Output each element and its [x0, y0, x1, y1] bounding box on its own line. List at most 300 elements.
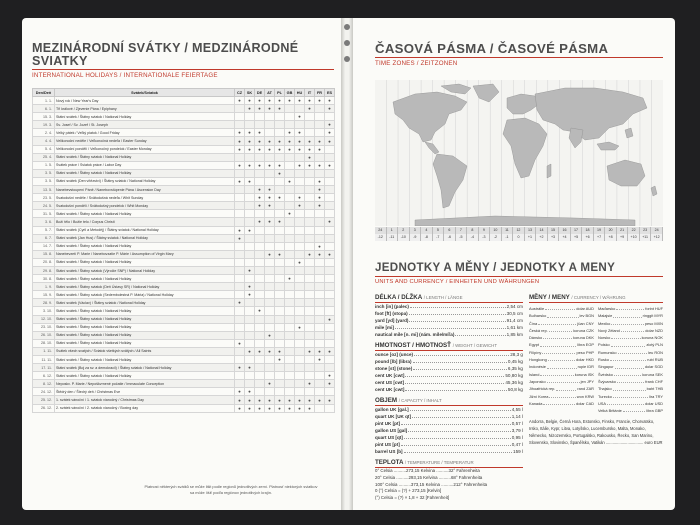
country-mark-es: ● [325, 137, 335, 145]
holiday-date: 1. 5. [33, 161, 55, 169]
temperature-block [375, 459, 523, 502]
tz-hour: 8 [467, 227, 478, 234]
country-mark-gb [285, 121, 295, 129]
tz-offset: +10 [628, 234, 639, 241]
country-mark-at: ● [265, 194, 275, 202]
euro-countries: Andorra, Belgie, Černá Hora, Estonsko, Finsko, Francie, Chorvatsko, Irsko, Itálie, Kypr, Litva, Lotyšsko, Lucembursko, Malta, Monako, Německo, Nizozemsko, Portugalsko, Rakousko, Řecko, San Marino, Slovensko, Slovinsko, Španělsko, Vatikán ................................. euro EUR [529, 419, 663, 445]
country-mark-es [325, 113, 335, 121]
leader-dots [611, 341, 646, 346]
leader-dots [409, 317, 505, 322]
country-mark-gb [285, 291, 295, 299]
country-mark-sk [245, 218, 255, 226]
country-mark-pl [275, 266, 285, 274]
table-row [33, 404, 335, 412]
unit-value: 0,45 kg [507, 359, 523, 364]
country-mark-fr [315, 307, 325, 315]
tz-cell [375, 227, 387, 241]
country-mark-hu: ● [295, 97, 305, 105]
holiday-name: Státní svátek (Jan Hus) / Štátny sviatok / National Holiday [55, 234, 235, 242]
country-mark-pl: ● [275, 161, 285, 169]
country-name: Turecko [598, 393, 612, 399]
holiday-date: 24. 5. [33, 202, 55, 210]
country-mark-hu [295, 364, 305, 372]
holidays-table-header [33, 89, 335, 97]
currency-row [529, 341, 594, 348]
country-mark-de: ● [255, 202, 265, 210]
holiday-name: Státní svátek / Štátny sviatok (Deň Ústavy SR) / National Holiday [55, 283, 235, 291]
table-row [33, 234, 335, 242]
country-mark-pl: ● [275, 169, 285, 177]
country-mark-it: ● [305, 347, 315, 355]
table-row [33, 323, 335, 331]
country-mark-gb [285, 234, 295, 242]
leader-dots [408, 427, 511, 432]
country-mark-sk [245, 121, 255, 129]
country-mark-fr: ● [315, 177, 325, 185]
country-mark-es [325, 331, 335, 339]
country-mark-es [325, 356, 335, 364]
table-row [33, 299, 335, 307]
country-name: Japonsko [529, 378, 546, 384]
country-mark-it [305, 234, 315, 242]
country-mark-fr [315, 105, 325, 113]
country-mark-de: ● [255, 97, 265, 105]
country-mark-sk [245, 169, 255, 177]
currency-name: peso MXN [644, 320, 663, 326]
country-mark-de: ● [255, 145, 265, 153]
country-mark-it [305, 218, 315, 226]
leader-dots [617, 378, 644, 383]
currency-row [529, 327, 594, 334]
country-mark-sk: ● [245, 266, 255, 274]
holiday-date: 3. 5. [33, 169, 55, 177]
tz-offset: +4 [559, 234, 570, 241]
currency-name: koruna SEK [642, 371, 663, 377]
leader-dots [548, 356, 575, 361]
country-mark-de [255, 283, 265, 291]
country-mark-es [325, 153, 335, 161]
tz-offset: -7 [433, 234, 444, 241]
country-mark-cz [235, 250, 245, 258]
holiday-date: 15. 3. [33, 113, 55, 121]
country-mark-de [255, 177, 265, 185]
table-row [33, 186, 335, 194]
leader-dots [543, 334, 572, 339]
country-mark-hu [295, 153, 305, 161]
country-mark-fr [315, 299, 325, 307]
country-mark-es [325, 177, 335, 185]
country-mark-fr [315, 218, 325, 226]
country-name: Thajsko [598, 386, 612, 392]
country-mark-es [325, 169, 335, 177]
country-mark-cz: ● [235, 129, 245, 137]
country-mark-pl [275, 307, 285, 315]
tz-hour: 20 [605, 227, 616, 234]
holiday-name: Státní svátek / Štátny sviatok / National Holiday [55, 258, 235, 266]
country-mark-pl: ● [275, 105, 285, 113]
currency-name: rand ZAR [577, 386, 594, 392]
tz-offset: +7 [594, 234, 605, 241]
country-mark-es: ● [325, 161, 335, 169]
country-mark-sk [245, 153, 255, 161]
leader-dots [616, 305, 644, 310]
holiday-name: Státní svátek / Štátny sviatok / National Holiday [55, 275, 235, 283]
holiday-date: 15. 8. [33, 250, 55, 258]
table-row [33, 218, 335, 226]
tz-offset: -8 [421, 234, 432, 241]
country-mark-pl [275, 210, 285, 218]
country-name: Bulharsko [529, 313, 547, 319]
country-mark-sk: ● [245, 283, 255, 291]
currency-name: jüan CNY [577, 320, 594, 326]
country-name: Norsko [598, 335, 611, 341]
country-mark-gb [285, 331, 295, 339]
country-name: Austrálie [529, 306, 545, 311]
unit-name: cent US [cwt] [375, 380, 405, 385]
country-mark-fr: ● [315, 202, 325, 210]
country-mark-cz: ● [235, 177, 245, 185]
country-mark-pl [275, 129, 285, 137]
leader-dots [404, 448, 512, 453]
country-mark-es: ● [325, 105, 335, 113]
tz-offset: -9 [410, 234, 421, 241]
country-mark-fr [315, 258, 325, 266]
weight-row [375, 365, 523, 372]
holidays-footnote: Platnost některých svátků se může lišit podle regionů jednotlivých zemí. Platnosť niektorých sviatkov sa môže líšiť podľa regiónov jednotlivých krajín. [144, 484, 318, 495]
country-mark-pl [275, 226, 285, 234]
currency-row [529, 320, 594, 327]
country-mark-hu: ● [295, 396, 305, 404]
country-mark-hu: ● [295, 202, 305, 210]
holiday-name: Svátek všech svatých / Sviatok všetkých svätých / All Saints [55, 347, 235, 355]
country-mark-gb [285, 323, 295, 331]
weight-row [375, 351, 523, 358]
holiday-date: 23. 10. [33, 323, 55, 331]
country-mark-at: ● [265, 331, 275, 339]
country-mark-it [305, 177, 315, 185]
country-mark-es: ● [325, 347, 335, 355]
unit-value: 30,5 cm [506, 311, 523, 316]
holidays-header [32, 42, 334, 79]
holiday-date: 25. 4. [33, 153, 55, 161]
unit-name: quart US [qt] [375, 435, 403, 440]
country-mark-sk [245, 380, 255, 388]
holidays-title-rule [32, 69, 334, 70]
country-mark-hu: ● [295, 323, 305, 331]
currency-name: dolar USD [645, 400, 663, 406]
country-mark-fr: ● [315, 356, 325, 364]
unit-value: 3,79 l [511, 428, 523, 433]
country-mark-hu [295, 169, 305, 177]
table-row [33, 356, 335, 364]
country-mark-fr: ● [315, 347, 325, 355]
holidays-table [32, 88, 335, 413]
country-mark-gb: ● [285, 145, 295, 153]
country-mark-it [305, 356, 315, 364]
tz-cell [594, 227, 606, 241]
holiday-name: Svatodušní neděle / Svätodušná nedeľa / Whit Sunday [55, 194, 235, 202]
holiday-date: 13. 5. [33, 186, 55, 194]
country-mark-gb [285, 299, 295, 307]
unit-name: cent UK [cwt] [375, 373, 405, 378]
country-mark-gb [285, 339, 295, 347]
leader-dots [621, 327, 644, 332]
leader-dots [547, 378, 580, 383]
unit-name: mile [mi] [375, 325, 394, 330]
country-mark-es: ● [325, 97, 335, 105]
country-mark-it: ● [305, 404, 315, 412]
currency-name: dolar SGD [644, 364, 663, 370]
country-mark-it [305, 331, 315, 339]
currency-column [529, 294, 663, 447]
holiday-name: Nanebevzetí P. Marie / Nanebovzatie P. Márie / Assumption of Virgin Mary [55, 250, 235, 258]
leader-dots [615, 363, 644, 368]
table-row [33, 275, 335, 283]
temperature-row: 0 (°) Celsia = (?) + 273,15 [Kelvin] [375, 488, 442, 494]
country-mark-it [305, 121, 315, 129]
holiday-name: 1. svátek vánoční / 1. sviatok vianočný / Christmas Day [55, 396, 235, 404]
unit-value: 6,35 kg [507, 366, 523, 371]
country-mark-it [305, 339, 315, 347]
holiday-date: 2. 4. [33, 129, 55, 137]
units-header [375, 262, 663, 285]
country-mark-it [305, 258, 315, 266]
country-mark-cz [235, 121, 245, 129]
country-mark-fr [315, 331, 325, 339]
country-mark-de [255, 275, 265, 283]
leader-dots [614, 371, 641, 376]
country-mark-es: ● [325, 372, 335, 380]
currency-name: lev BGN [579, 313, 594, 319]
country-mark-it: ● [305, 380, 315, 388]
country-mark-hu: ● [295, 161, 305, 169]
leader-dots [611, 334, 640, 339]
currency-row [598, 356, 663, 363]
country-mark-gb: ● [285, 275, 295, 283]
country-mark-sk [245, 356, 255, 364]
holiday-date: 11. 11. [33, 356, 55, 364]
tz-cell [582, 227, 594, 241]
currency-name: koruna NOK [641, 335, 663, 341]
country-mark-es [325, 283, 335, 291]
country-mark-it: ● [305, 97, 315, 105]
country-mark-de [255, 372, 265, 380]
holiday-name: Státní svátek / Štátny sviatok / National Holiday [55, 113, 235, 121]
country-mark-pl: ● [275, 97, 285, 105]
tz-hour: 22 [628, 227, 639, 234]
country-mark-gb [285, 258, 295, 266]
unit-name: barrel US [b] [375, 449, 403, 454]
holiday-name: Státní svátek / Štátny sviatok / National Holiday [55, 339, 235, 347]
country-mark-hu [295, 315, 305, 323]
currency-row [598, 320, 663, 327]
unit-value: 0,95 l [511, 435, 523, 440]
table-row [33, 258, 335, 266]
currency-row [529, 356, 594, 363]
currency-row [598, 327, 663, 334]
country-mark-hu [295, 339, 305, 347]
country-mark-hu: ● [295, 145, 305, 153]
country-mark-cz: ● [235, 396, 245, 404]
country-mark-es [325, 275, 335, 283]
country-mark-pl [275, 315, 285, 323]
tz-cell [513, 227, 525, 241]
table-row [33, 283, 335, 291]
currency-name: leu RON [648, 349, 663, 355]
tz-offset: -5 [456, 234, 467, 241]
country-name: Island [529, 371, 540, 377]
leader-dots [414, 351, 509, 356]
tz-hour: 2 [398, 227, 409, 234]
leader-dots [405, 386, 507, 391]
country-mark-es [325, 364, 335, 372]
currency-name: won KRW [576, 393, 594, 399]
tz-hour: 19 [594, 227, 605, 234]
country-mark-cz: ● [235, 404, 245, 412]
unit-value: 28,3 g [510, 352, 523, 357]
column-header-date: Den/Deň [33, 89, 55, 97]
length-row [375, 310, 523, 317]
country-mark-de [255, 153, 265, 161]
unit-value: 0,57 l [511, 421, 523, 426]
country-mark-sk [245, 202, 255, 210]
country-mark-cz [235, 113, 245, 121]
volume-title-text: OBJEM [375, 397, 399, 404]
currency-title-text: MĚNY / MENY [529, 294, 570, 301]
country-name: Rumunsko [598, 349, 617, 355]
temperature-row: 20° Celsia ..........293,15 Kelvina ..........68° Fahrenheita [375, 474, 483, 480]
currency-row [529, 363, 594, 370]
holiday-date: 1. 11. [33, 347, 55, 355]
country-mark-fr [315, 283, 325, 291]
country-mark-de [255, 323, 265, 331]
country-mark-fr: ● [315, 242, 325, 250]
country-mark-sk [245, 307, 255, 315]
country-mark-cz: ● [235, 339, 245, 347]
timezones-header [375, 42, 663, 67]
table-row [33, 121, 335, 129]
country-mark-es [325, 194, 335, 202]
holiday-name: Neposkv. P. Marie / Nepoškvrnené počatie / Immaculate Conception [55, 380, 235, 388]
currency-name: dolar CAD [576, 400, 594, 406]
country-mark-pl [275, 258, 285, 266]
tz-cell [490, 227, 502, 241]
table-row [33, 331, 335, 339]
holiday-date: 1. 1. [33, 97, 55, 105]
country-mark-pl [275, 388, 285, 396]
country-mark-sk: ● [245, 97, 255, 105]
country-mark-hu [295, 242, 305, 250]
country-mark-it: ● [305, 161, 315, 169]
country-mark-sk: ● [245, 347, 255, 355]
holiday-date: 4. 4. [33, 137, 55, 145]
table-row [33, 315, 335, 323]
country-mark-es [325, 388, 335, 396]
country-mark-cz [235, 275, 245, 283]
country-mark-fr: ● [315, 250, 325, 258]
unit-name: gallon UK [gal.] [375, 407, 409, 412]
country-mark-pl [275, 177, 285, 185]
country-mark-fr [315, 153, 325, 161]
leader-dots [540, 371, 573, 376]
holiday-date: 24. 12. [33, 388, 55, 396]
country-mark-hu [295, 380, 305, 388]
unit-name: ounce [oz] (unce) [375, 352, 414, 357]
country-mark-gb [285, 105, 295, 113]
country-mark-hu [295, 347, 305, 355]
country-mark-de: ● [255, 186, 265, 194]
country-mark-hu [295, 372, 305, 380]
country-mark-sk: ● [245, 129, 255, 137]
tz-hour: 21 [617, 227, 628, 234]
country-mark-sk: ● [245, 404, 255, 412]
currency-name: frank CHF [645, 378, 663, 384]
unit-name: quart UK [UK qt] [375, 414, 411, 419]
currency-row [598, 334, 663, 341]
country-mark-sk [245, 194, 255, 202]
currency-row [529, 305, 594, 312]
country-mark-de [255, 242, 265, 250]
country-mark-at [265, 234, 275, 242]
tz-hour: 7 [456, 227, 467, 234]
holiday-name: Boží tělo / Božie telo / Corpus Christi [55, 218, 235, 226]
country-mark-de: ● [255, 105, 265, 113]
country-mark-sk [245, 299, 255, 307]
country-mark-gb [285, 372, 295, 380]
country-mark-cz [235, 186, 245, 194]
currency-row [598, 341, 663, 348]
tz-cell [525, 227, 537, 241]
volume-subtitle: / CAPACITY / INHALT [398, 398, 442, 403]
volume-title [375, 397, 523, 406]
country-mark-at: ● [265, 396, 275, 404]
country-mark-pl [275, 339, 285, 347]
country-mark-cz [235, 202, 245, 210]
country-mark-hu: ● [295, 194, 305, 202]
tz-offset: -3 [479, 234, 490, 241]
holiday-date: 28. 9. [33, 299, 55, 307]
tz-cell [605, 227, 617, 241]
country-mark-at [265, 299, 275, 307]
country-mark-hu [295, 291, 305, 299]
unit-value: 159 l [513, 449, 523, 454]
country-mark-at: ● [265, 161, 275, 169]
holiday-date: 29. 8. [33, 266, 55, 274]
table-row [33, 210, 335, 218]
length-subtitle: / LENGTH / LÄNGE [423, 295, 463, 300]
unit-name: nautical mile [n. mi] (nám. míle/míľa) [375, 332, 455, 337]
column-header-es: ES [325, 89, 335, 97]
country-name: Čína [529, 320, 538, 326]
country-mark-pl: ● [275, 137, 285, 145]
country-mark-fr [315, 388, 325, 396]
leader-dots [613, 312, 641, 317]
tz-offset: +12 [651, 234, 662, 241]
holiday-name: Státní svátek / Štátny sviatok / National Holiday [55, 323, 235, 331]
table-row [33, 113, 335, 121]
country-mark-it [305, 186, 315, 194]
country-mark-sk [245, 234, 255, 242]
table-row [33, 347, 335, 355]
country-mark-gb: ● [285, 129, 295, 137]
temperature-row: (°) Celsia = (?) × 1,8 + 32 [Fahrenheit] [375, 495, 450, 501]
holiday-name: Státní svátek / Štátny sviatok / National Holiday [55, 210, 235, 218]
table-row [33, 177, 335, 185]
tz-cell [536, 227, 548, 241]
country-mark-cz [235, 105, 245, 113]
country-mark-pl [275, 202, 285, 210]
country-mark-cz: ● [235, 364, 245, 372]
